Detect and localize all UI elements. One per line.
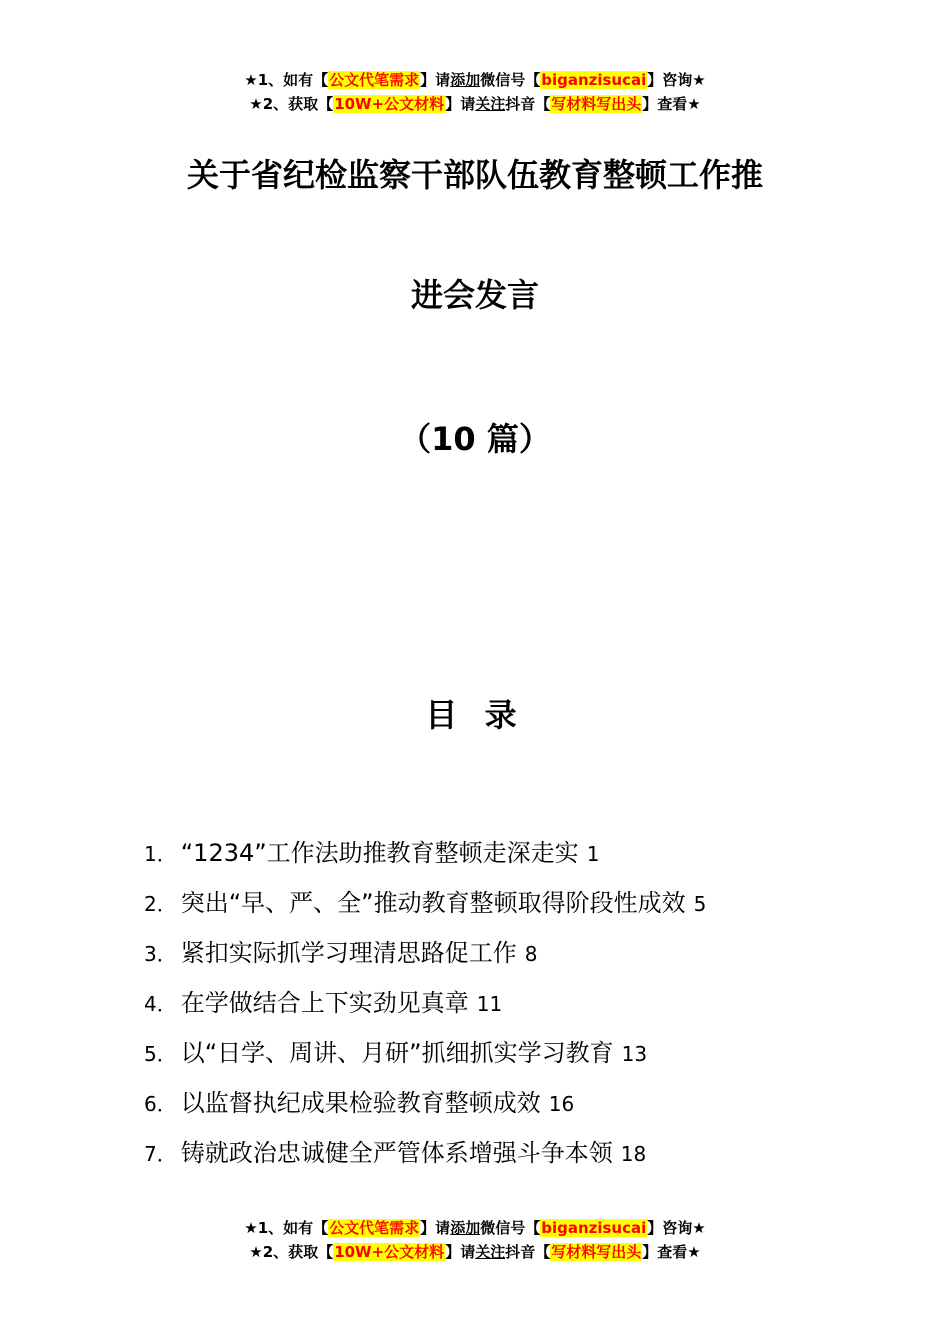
document-title-line-1: 关于省纪检监察干部队伍教育整顿工作推 [186, 156, 763, 194]
toc-item-page: 11 [476, 992, 503, 1016]
toc-item-number: 3． [144, 942, 177, 966]
toc-item-number: 7． [144, 1142, 177, 1166]
toc-item-title: 以“日学、周讲、月研”抓细抓实学习教育 [180, 1039, 614, 1067]
promo-highlight: 公文代笔需求 [329, 71, 420, 89]
promo-banner-top [0, 68, 950, 116]
toc-item-page: 16 [548, 1092, 575, 1116]
toc-item-page: 8 [524, 942, 538, 966]
toc-item[interactable] [144, 1034, 824, 1084]
promo-banner-bottom [0, 1216, 950, 1264]
promo-underline: 添加 [450, 71, 481, 89]
toc-heading: 目 录 [425, 696, 525, 734]
promo-text: ★2、获取【 [249, 1243, 334, 1261]
toc-item[interactable] [144, 934, 824, 984]
promo-line-2 [0, 1240, 950, 1264]
promo-text: ★1、如有【 [244, 71, 329, 89]
toc-item-number: 6． [144, 1092, 177, 1116]
promo-line-2 [0, 92, 950, 116]
toc-item-title: 紧扣实际抓学习理清思路促工作 [180, 939, 517, 967]
promo-highlight: 10W+公文材料 [334, 1243, 445, 1261]
promo-text: ★2、获取【 [249, 95, 334, 113]
toc-item-title: 在学做结合上下实劲见真章 [180, 989, 469, 1017]
promo-underline: 关注 [475, 95, 506, 113]
promo-highlight: 公文代笔需求 [329, 1219, 420, 1237]
promo-text: 】请 [420, 71, 451, 89]
toc-item-page: 18 [620, 1142, 647, 1166]
promo-underline: 关注 [475, 1243, 506, 1261]
toc-item-title: 铸就政治忠诚健全严管体系增强斗争本领 [180, 1139, 613, 1167]
promo-text: 】咨询★ [647, 1219, 706, 1237]
toc-item-number: 1． [144, 842, 177, 866]
promo-highlight: 10W+公文材料 [334, 95, 445, 113]
promo-text: 微信号【 [480, 71, 541, 89]
promo-line-1 [0, 1216, 950, 1240]
promo-text: ★1、如有【 [244, 1219, 329, 1237]
table-of-contents [144, 834, 824, 1184]
document-title-count: （10 篇） [399, 420, 551, 458]
toc-item-title: “1234”工作法助推教育整顿走深走实 [180, 839, 579, 867]
promo-text: 】请 [445, 95, 476, 113]
promo-line-1 [0, 68, 950, 92]
toc-item[interactable] [144, 884, 824, 934]
promo-text: 抖音【 [505, 1243, 551, 1261]
promo-highlight: biganzisucai [541, 1219, 647, 1237]
toc-item[interactable] [144, 834, 824, 884]
toc-item-page: 13 [621, 1042, 648, 1066]
promo-text: 】咨询★ [647, 71, 706, 89]
toc-item-number: 4． [144, 992, 177, 1016]
toc-item[interactable] [144, 1134, 824, 1184]
promo-highlight: biganzisucai [541, 71, 647, 89]
promo-text: 】查看★ [642, 1243, 701, 1261]
promo-text: 】请 [420, 1219, 451, 1237]
toc-item[interactable] [144, 984, 824, 1034]
promo-highlight: 写材料写出头 [551, 1243, 642, 1261]
toc-item-title: 突出“早、严、全”推动教育整顿取得阶段性成效 [180, 889, 686, 917]
promo-text: 】请 [445, 1243, 476, 1261]
promo-underline: 添加 [450, 1219, 481, 1237]
promo-text: 抖音【 [505, 95, 551, 113]
promo-text: 微信号【 [480, 1219, 541, 1237]
toc-item-number: 5． [144, 1042, 177, 1066]
promo-highlight: 写材料写出头 [551, 95, 642, 113]
toc-item[interactable] [144, 1084, 824, 1134]
promo-text: 】查看★ [642, 95, 701, 113]
toc-item-number: 2． [144, 892, 177, 916]
toc-item-title: 以监督执纪成果检验教育整顿成效 [180, 1089, 541, 1117]
toc-item-page: 1 [586, 842, 600, 866]
toc-item-page: 5 [693, 892, 707, 916]
document-title-line-2: 进会发言 [410, 276, 539, 314]
